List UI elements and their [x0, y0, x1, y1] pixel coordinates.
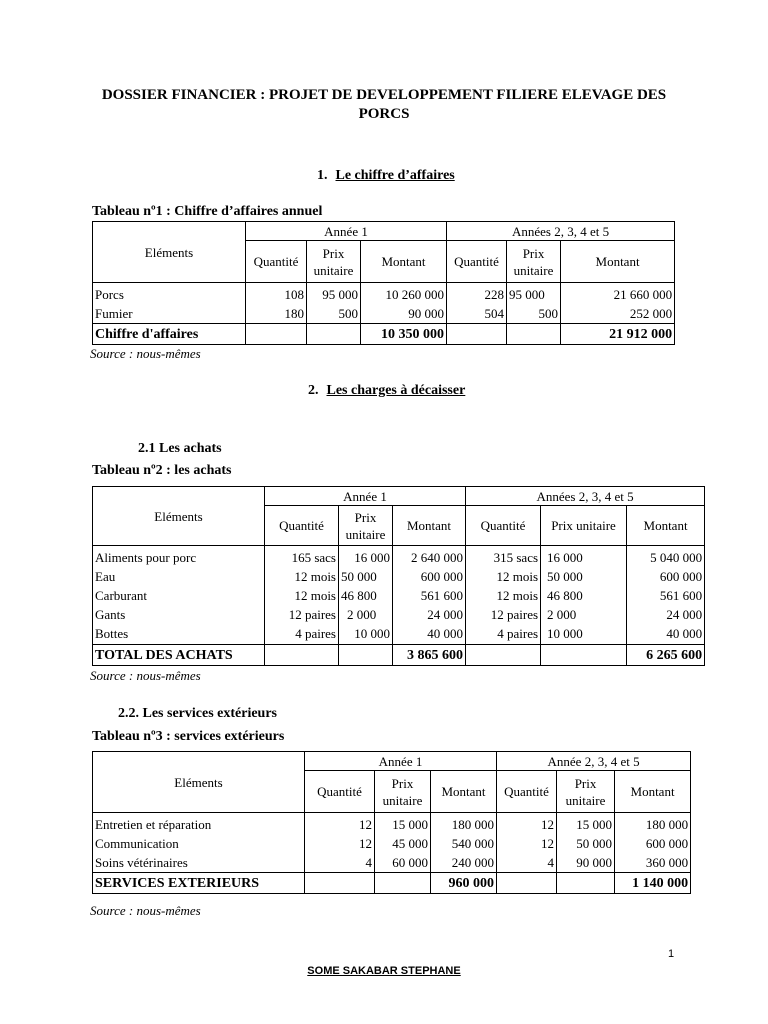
row-label: Communication	[95, 836, 179, 851]
cell-prix: 50 000	[576, 836, 613, 851]
header-prix-unitaire: Prix unitaire	[307, 241, 361, 283]
col-p2	[507, 283, 561, 324]
cell-quantite: 504	[484, 306, 505, 321]
header-quantite: Quantité	[466, 506, 541, 546]
cell-prix: 90 000	[576, 855, 613, 870]
row-label: Soins vétérinaires	[95, 855, 188, 870]
header-prix-unitaire: Prix unitaire	[557, 771, 615, 813]
table-2-source: Source : nous-mêmes	[90, 668, 201, 683]
cell-quantite: 12	[359, 817, 372, 832]
header-prix-unitaire: Prix unitaire	[507, 241, 561, 283]
col-q2	[497, 813, 557, 873]
cell-quantite: 12 paires	[490, 607, 539, 622]
header-prix-unitaire: Prix unitaire	[339, 506, 393, 546]
section-2-label: Les charges à décaisser	[326, 383, 466, 398]
cell-montant: 40 000	[427, 626, 464, 641]
cell-quantite: 315 sacs	[493, 550, 539, 565]
total-label: TOTAL DES ACHATS	[93, 645, 265, 666]
table-1-caption: Tableau nº1 : Chiffre d’affaires annuel	[92, 204, 323, 219]
subsection-2-1-heading: 2.1 Les achats	[138, 441, 222, 456]
col-p1	[307, 283, 361, 324]
header-montant: Montant	[561, 241, 675, 283]
cell-prix: 15 000	[576, 817, 613, 832]
cell-quantite: 4 paires	[497, 626, 539, 641]
table-3-services-exterieurs	[92, 751, 691, 894]
header-years-2-5: Années 2, 3, 4 et 5	[466, 487, 705, 506]
cell-quantite: 4	[547, 855, 555, 870]
cell-montant: 600 000	[420, 569, 464, 584]
col-q2	[466, 546, 541, 645]
cell-quantite: 12	[359, 836, 372, 851]
total-montant-years-2-5: 21 912 000	[561, 324, 675, 345]
table-1-chiffre-affaires	[92, 221, 675, 345]
header-years-2-5: Années 2, 3, 4 et 5	[447, 222, 675, 241]
col-p2	[557, 813, 615, 873]
header-montant: Montant	[431, 771, 497, 813]
row-label: Gants	[95, 607, 126, 622]
col-m1	[393, 546, 466, 645]
header-years-2-5: Année 2, 3, 4 et 5	[497, 752, 691, 771]
cell-montant: 561 600	[420, 588, 464, 603]
cell-prix: 46 800	[341, 588, 377, 603]
cell-prix: 50 000	[341, 569, 377, 584]
col-m2	[627, 546, 705, 645]
cell-quantite: 12 mois	[496, 569, 539, 584]
cell-montant: 10 260 000	[385, 287, 445, 302]
total-montant-year-1: 960 000	[431, 873, 497, 894]
header-montant: Montant	[393, 506, 466, 546]
cell-prix: 16 000	[354, 550, 390, 565]
header-elements: Eléments	[93, 222, 246, 283]
row-label: Entretien et réparation	[95, 817, 212, 832]
col-m2	[561, 283, 675, 324]
header-year-1: Année 1	[246, 222, 447, 241]
cell-quantite: 228	[484, 287, 505, 302]
cell-prix: 46 800	[547, 588, 583, 603]
header-montant: Montant	[627, 506, 705, 546]
table-2-caption: Tableau nº2 : les achats	[92, 463, 232, 478]
header-elements: Eléments	[93, 752, 305, 813]
empty-cell	[507, 324, 561, 345]
cell-quantite: 108	[284, 287, 304, 302]
empty-cell	[375, 873, 431, 894]
header-elements: Eléments	[93, 487, 265, 546]
row-labels	[93, 546, 265, 645]
cell-quantite: 4 paires	[295, 626, 336, 641]
subsection-2-2-heading: 2.2. Les services extérieurs	[118, 706, 277, 721]
header-quantite: Quantité	[447, 241, 507, 283]
header-prix-unitaire: Prix unitaire	[375, 771, 431, 813]
cell-montant: 21 660 000	[613, 287, 673, 302]
table-2-achats	[92, 486, 705, 666]
total-montant-year-1: 10 350 000	[361, 324, 447, 345]
header-montant: Montant	[615, 771, 691, 813]
row-label: Aliments pour porc	[95, 550, 197, 565]
col-m2	[615, 813, 691, 873]
empty-cell	[307, 324, 361, 345]
cell-prix: 2 000	[347, 607, 377, 622]
cell-prix: 60 000	[392, 855, 428, 870]
cell-montant: 5 040 000	[650, 550, 703, 565]
cell-quantite: 12 paires	[288, 607, 336, 622]
header-montant: Montant	[361, 241, 447, 283]
empty-cell	[265, 645, 339, 666]
header-quantite: Quantité	[246, 241, 307, 283]
document-title: DOSSIER FINANCIER : PROJET DE DEVELOPPEMENT FILIERE ELEVAGE DES PORCS	[101, 87, 667, 122]
page-number: 1	[668, 948, 675, 960]
row-labels	[93, 813, 305, 873]
total-montant-years-2-5: 1 140 000	[615, 873, 691, 894]
cell-quantite: 12 mois	[294, 588, 336, 603]
cell-prix: 95 000	[322, 287, 358, 302]
cell-prix: 15 000	[392, 817, 428, 832]
col-m1	[361, 283, 447, 324]
row-label: Fumier	[95, 306, 133, 321]
col-m1	[431, 813, 497, 873]
section-1-label: Le chiffre d’affaires	[335, 168, 455, 183]
cell-prix: 10 000	[354, 626, 390, 641]
empty-cell	[497, 873, 557, 894]
cell-quantite: 180	[284, 306, 304, 321]
header-year-1: Année 1	[265, 487, 466, 506]
header-quantite: Quantité	[305, 771, 375, 813]
cell-montant: 600 000	[645, 836, 689, 851]
cell-montant: 540 000	[451, 836, 495, 851]
header-quantite: Quantité	[265, 506, 339, 546]
row-label: Bottes	[95, 626, 129, 641]
section-2-number: 2.	[308, 383, 319, 398]
cell-prix: 95 000	[509, 287, 545, 302]
cell-prix: 500	[538, 306, 559, 321]
cell-quantite: 12 mois	[496, 588, 539, 603]
table-1-source: Source : nous-mêmes	[90, 346, 201, 361]
page-footer-author: SOME SAKABAR STEPHANE	[307, 965, 461, 977]
col-q1	[305, 813, 375, 873]
section-1-heading	[317, 168, 455, 184]
section-1-number: 1.	[317, 168, 328, 183]
empty-cell	[466, 645, 541, 666]
empty-cell	[339, 645, 393, 666]
col-q1	[246, 283, 307, 324]
col-p2	[541, 546, 627, 645]
cell-prix: 50 000	[547, 569, 583, 584]
cell-montant: 252 000	[629, 306, 673, 321]
cell-montant: 40 000	[666, 626, 703, 641]
table-3-caption: Tableau nº3 : services extérieurs	[92, 729, 285, 744]
col-q1	[265, 546, 339, 645]
cell-montant: 240 000	[451, 855, 495, 870]
total-montant-years-2-5: 6 265 600	[627, 645, 705, 666]
cell-montant: 180 000	[451, 817, 495, 832]
row-label: Carburant	[95, 588, 147, 603]
cell-montant: 600 000	[659, 569, 703, 584]
header-quantite: Quantité	[497, 771, 557, 813]
cell-quantite: 12	[541, 817, 555, 832]
empty-cell	[447, 324, 507, 345]
row-labels	[93, 283, 246, 324]
row-label: Eau	[95, 569, 116, 584]
total-label: SERVICES EXTERIEURS	[93, 873, 305, 894]
col-p1	[375, 813, 431, 873]
cell-quantite: 165 sacs	[291, 550, 336, 565]
cell-quantite: 12 mois	[294, 569, 336, 584]
cell-montant: 2 640 000	[411, 550, 464, 565]
cell-montant: 24 000	[427, 607, 464, 622]
cell-montant: 561 600	[659, 588, 703, 603]
cell-montant: 360 000	[645, 855, 689, 870]
empty-cell	[541, 645, 627, 666]
cell-prix: 500	[338, 306, 358, 321]
cell-prix: 2 000	[547, 607, 577, 622]
col-q2	[447, 283, 507, 324]
cell-quantite: 12	[541, 836, 555, 851]
table-3-source: Source : nous-mêmes	[90, 903, 201, 918]
cell-montant: 24 000	[666, 607, 703, 622]
cell-prix: 16 000	[547, 550, 583, 565]
empty-cell	[557, 873, 615, 894]
col-p1	[339, 546, 393, 645]
header-prix-unitaire: Prix unitaire	[541, 506, 627, 546]
cell-prix: 10 000	[547, 626, 583, 641]
empty-cell	[305, 873, 375, 894]
row-label: Porcs	[95, 287, 124, 302]
cell-prix: 45 000	[392, 836, 428, 851]
header-year-1: Année 1	[305, 752, 497, 771]
cell-montant: 90 000	[408, 306, 445, 321]
cell-quantite: 4	[365, 855, 372, 870]
cell-montant: 180 000	[645, 817, 689, 832]
empty-cell	[246, 324, 307, 345]
total-montant-year-1: 3 865 600	[393, 645, 466, 666]
total-label: Chiffre d'affaires	[93, 324, 246, 345]
section-2-heading	[308, 383, 465, 399]
